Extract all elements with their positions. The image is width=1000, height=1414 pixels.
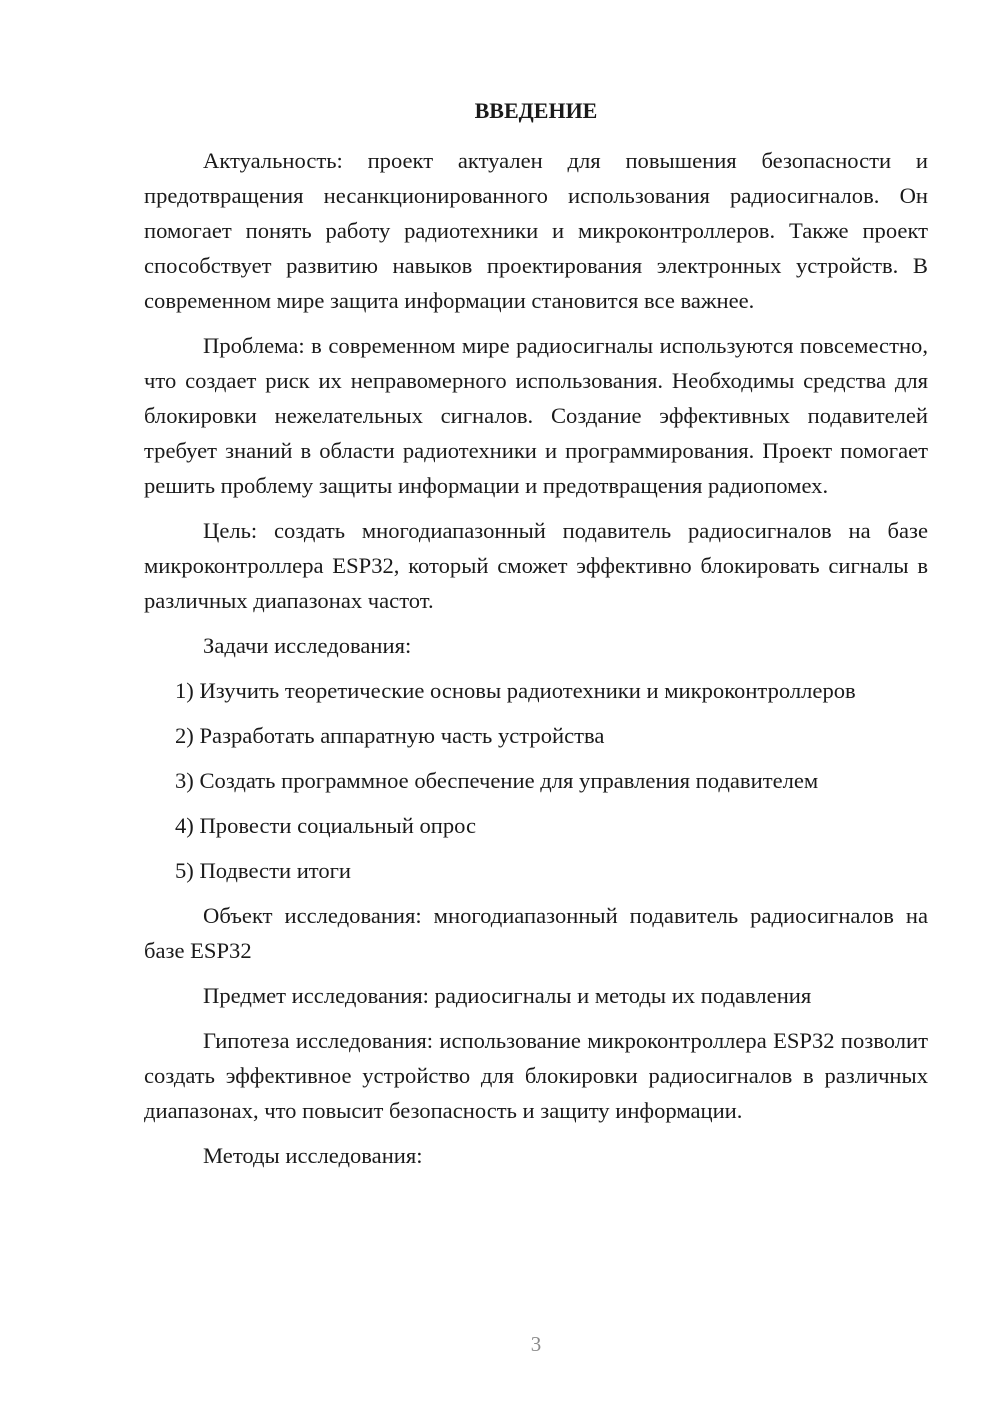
problem-paragraph: Проблема: в современном мире радиосигналы используются повсеместно, что создает риск их неправомерного использования. Необходимы средства для блокировки нежелательных сигналов. Создание эффективных подавителей требует знаний в области радиотехники и программирования. Проект помогает решить проблему защиты информации и предотвращения радиопомех.	[144, 333, 928, 498]
document-page	[144, 0, 928, 1414]
page-title: ВВЕДЕНИЕ	[474, 98, 598, 123]
list-item: 4) Провести социальный опрос	[175, 813, 477, 838]
goal-paragraph: Цель: создать многодиапазонный подавитель радиосигналов на базе микроконтроллера ESP32, который сможет эффективно блокировать сигналы в различных диапазонах частот.	[144, 518, 928, 613]
task-list	[144, 673, 928, 888]
page-number: 3	[530, 1332, 542, 1356]
list-item: 2) Разработать аппаратную часть устройства	[175, 723, 605, 748]
tasks-heading: Задачи исследования:	[203, 633, 412, 658]
hypothesis-paragraph: Гипотеза исследования: использование микроконтроллера ESP32 позволит создать эффективное устройство для блокировки радиосигналов в различных диапазонах, что повысит безопасность и защиту информации.	[144, 1028, 928, 1123]
object-paragraph: Объект исследования: многодиапазонный подавитель радиосигналов на базе ESP32	[144, 903, 928, 963]
subject-paragraph: Предмет исследования: радиосигналы и методы их подавления	[203, 983, 812, 1008]
relevance-paragraph: Актуальность: проект актуален для повышения безопасности и предотвращения несанкционированного использования радиосигналов. Он помогает понять работу радиотехники и микроконтроллеров. Также проект способствует развитию навыков проектирования электронных устройств. В современном мире защита информации становится все важнее.	[144, 148, 928, 313]
list-item: 5) Подвести итоги	[175, 858, 352, 883]
methods-heading: Методы исследования:	[203, 1143, 423, 1168]
list-item: 3) Создать программное обеспечение для управления подавителем	[175, 768, 819, 793]
list-item: 1) Изучить теоретические основы радиотехники и микроконтроллеров	[175, 678, 856, 703]
document-body	[144, 143, 928, 1183]
